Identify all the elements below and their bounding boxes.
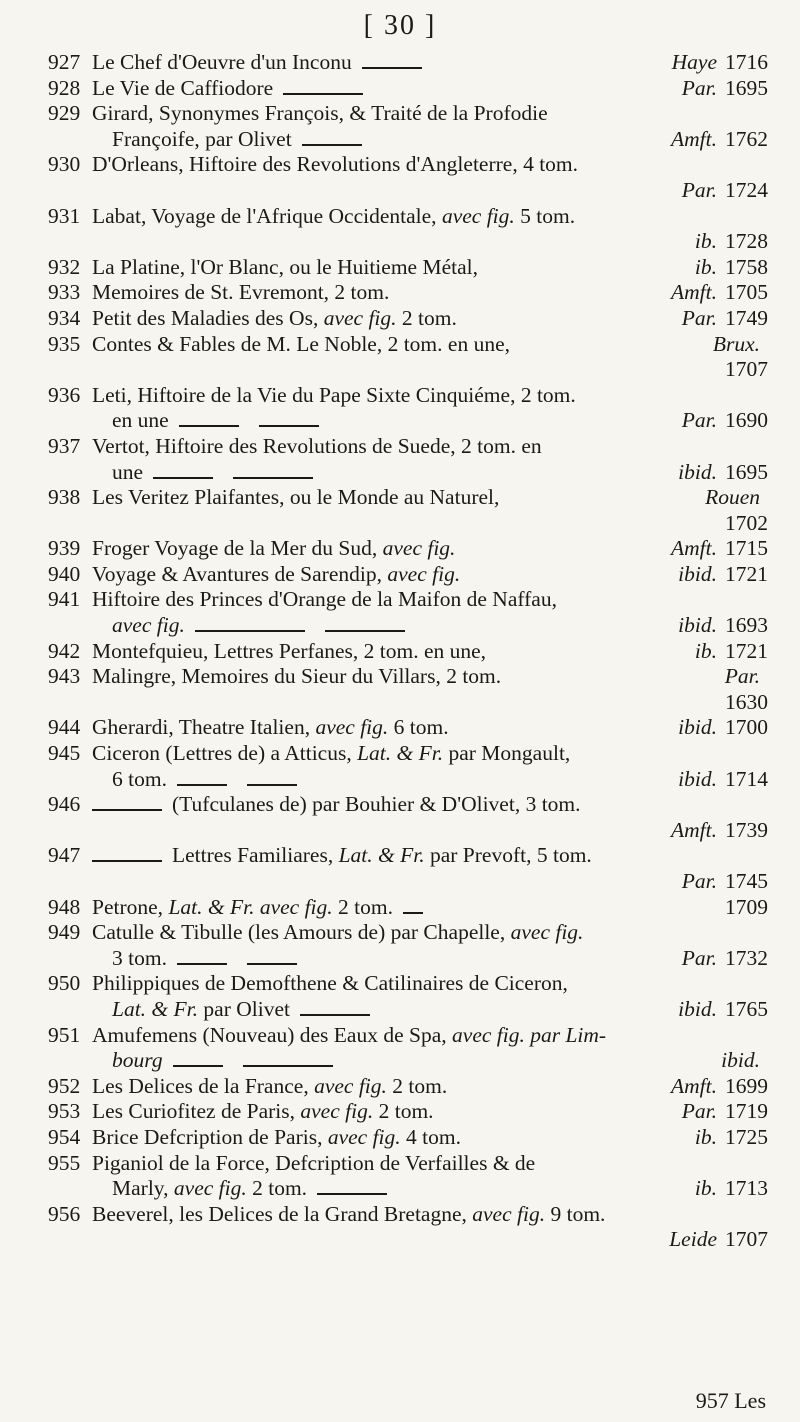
- title-text: Hiftoire des Princes d'Orange de la Maifon de Naffau,: [92, 587, 557, 612]
- ditto-rule: [92, 860, 162, 862]
- entry-line: [92, 178, 768, 204]
- entry-line: [92, 204, 768, 230]
- entry-title: [92, 152, 578, 178]
- entry-line: [92, 613, 768, 639]
- entry-title: [92, 101, 548, 127]
- entry-title: [112, 1176, 307, 1202]
- title-text: Contes & Fables de M. Le Noble, 2 tom. en une,: [92, 331, 510, 356]
- entry-line: [92, 460, 768, 486]
- imprint-place: ibid.: [678, 996, 717, 1021]
- title-italic: avec fig. par Lim-: [452, 1022, 607, 1047]
- entry-number: 930: [48, 152, 81, 177]
- entry-line: [92, 332, 768, 358]
- title-text-tail: par Olivet: [198, 996, 290, 1021]
- leader-rule: [247, 784, 297, 786]
- entry-line: [92, 715, 768, 741]
- entry-title: [92, 664, 501, 690]
- entry-number: 943: [48, 664, 81, 689]
- title-text-tail: 2 tom.: [373, 1099, 434, 1124]
- imprint-place: Par.: [681, 75, 717, 100]
- imprint-year: 1709: [725, 894, 768, 919]
- imprint-year: 1765: [725, 996, 768, 1021]
- imprint-place: Amft.: [671, 280, 717, 305]
- title-text: La Platine, l'Or Blanc, ou le Huitieme Métal,: [92, 254, 478, 279]
- title-italic: bourg: [112, 1048, 163, 1073]
- entry-title: [112, 460, 143, 486]
- entry-number: 950: [48, 971, 81, 996]
- leader-rule: [173, 1065, 223, 1067]
- catalogue-entry: [50, 895, 768, 921]
- catchword: 957 Les: [695, 1388, 766, 1413]
- title-text-tail: par Mongault,: [443, 741, 571, 766]
- entry-title: [172, 843, 592, 869]
- title-text: Voyage & Avantures de Sarendip,: [92, 561, 388, 586]
- imprint-place: Amft.: [671, 536, 717, 561]
- entry-line: [92, 485, 768, 511]
- catalogue-entry: [50, 152, 768, 203]
- entry-line: [92, 664, 768, 690]
- entry-line: [92, 920, 768, 946]
- entry-line: [92, 639, 768, 665]
- leader-rule: [247, 963, 297, 965]
- title-italic: avec fig.: [510, 920, 584, 945]
- entry-number: 944: [48, 715, 81, 740]
- entry-number: 931: [48, 203, 81, 228]
- leader-rule: [259, 425, 319, 427]
- imprint-year: 1745: [725, 869, 768, 893]
- catalogue-entry: [50, 971, 768, 1022]
- entry-line: [92, 843, 768, 869]
- title-italic: avec fig.: [387, 561, 461, 586]
- entry-line: [92, 511, 768, 537]
- imprint-place: ibid.: [721, 1048, 760, 1073]
- catalogue-entry: [50, 434, 768, 485]
- entry-number: 948: [48, 894, 81, 919]
- imprint-place: Amft.: [671, 126, 717, 151]
- title-text-tail: 5 tom.: [514, 203, 576, 228]
- leader-rule: [177, 784, 227, 786]
- entry-line: [92, 1048, 768, 1074]
- leader-rule: [362, 67, 422, 69]
- entry-title: [112, 767, 167, 793]
- imprint-place: Par.: [681, 408, 717, 433]
- imprint-year: 1716: [725, 50, 768, 74]
- entry-title: [92, 332, 510, 358]
- imprint-place: ibid.: [678, 613, 717, 638]
- title-text: 6 tom.: [112, 766, 167, 791]
- entry-line: [92, 50, 768, 76]
- entry-number: 941: [48, 587, 81, 612]
- title-italic: avec fig.: [315, 715, 389, 740]
- entry-line: [92, 127, 768, 153]
- entry-number: 953: [48, 1099, 81, 1124]
- entry-title: [92, 280, 389, 306]
- entry-line: [92, 767, 768, 793]
- title-text: Les Veritez Plaifantes, ou le Monde au Naturel,: [92, 485, 500, 510]
- entry-title: [92, 50, 352, 76]
- entry-number: 927: [48, 50, 81, 74]
- entry-line: [92, 1023, 768, 1049]
- entry-line: [92, 587, 768, 613]
- catalogue-entry: [50, 639, 768, 665]
- imprint-year: 1719: [725, 1099, 768, 1124]
- entry-line: [92, 152, 768, 178]
- catalogue-entry: [50, 255, 768, 281]
- imprint-place: Par.: [681, 1099, 717, 1124]
- title-italic: Lat. & Fr.: [338, 843, 425, 868]
- title-text: une: [112, 459, 144, 484]
- imprint-year: 1700: [725, 715, 768, 740]
- entry-number: 954: [48, 1124, 81, 1149]
- leader-rule: [195, 630, 305, 632]
- title-text: Philippiques de Demofthene & Catilinaires de Ciceron,: [92, 971, 568, 996]
- entry-title: [92, 741, 570, 767]
- catalogue-entry: [50, 741, 768, 792]
- entry-number: 955: [48, 1150, 81, 1175]
- entry-list: [50, 50, 768, 1253]
- imprint-year: 1724: [725, 177, 768, 202]
- entry-line: [92, 741, 768, 767]
- catalogue-entry: [50, 792, 768, 843]
- title-text: Marly,: [112, 1176, 174, 1201]
- catalogue-entry: [50, 1151, 768, 1202]
- imprint-year: 1695: [725, 75, 768, 100]
- imprint-place: Par.: [681, 869, 717, 893]
- imprint-place: ib.: [694, 229, 717, 254]
- title-italic: Lat. & Fr. avec fig.: [168, 894, 333, 919]
- imprint-year: 1732: [725, 945, 768, 970]
- leader-rule: [153, 477, 213, 479]
- entry-line: [92, 434, 768, 460]
- imprint-place: Par.: [681, 177, 717, 202]
- leader-rule: [300, 1014, 370, 1016]
- catalogue-entry: [50, 332, 768, 383]
- title-italic: avec fig.: [173, 1176, 247, 1201]
- imprint-year: 1762: [725, 126, 768, 151]
- imprint-year: 1715: [725, 536, 768, 561]
- imprint-year: 1713: [725, 1176, 768, 1201]
- entry-number: 928: [48, 75, 81, 100]
- entry-line: [92, 408, 768, 434]
- title-text: D'Orleans, Hiftoire des Revolutions d'Angleterre, 4 tom.: [92, 152, 579, 177]
- imprint-year: 1725: [725, 1124, 768, 1149]
- catalogue-entry: [50, 562, 768, 588]
- imprint-year: 1721: [725, 561, 768, 586]
- title-text: Brice Defcription de Paris,: [92, 1124, 328, 1149]
- title-text-tail: 2 tom.: [396, 305, 457, 330]
- title-text-tail: 2 tom.: [246, 1176, 308, 1201]
- entry-line: [92, 357, 768, 383]
- entry-title: [112, 408, 169, 434]
- catalogue-entry: [50, 920, 768, 971]
- entry-number: 940: [48, 561, 81, 586]
- entry-line: [92, 229, 768, 255]
- catalogue-entry: [50, 1023, 768, 1074]
- title-text: Les Delices de la France,: [92, 1073, 315, 1098]
- catalogue-entry: [50, 843, 768, 894]
- imprint-place: ib.: [694, 638, 717, 663]
- entry-title: [92, 971, 568, 997]
- entry-line: [92, 562, 768, 588]
- imprint-year: 1690: [725, 408, 768, 433]
- entry-number: 935: [48, 331, 81, 356]
- entry-title: [112, 613, 185, 639]
- entry-title: [112, 997, 290, 1023]
- imprint-place: Haye: [671, 50, 717, 74]
- page-number: [ 30 ]: [363, 10, 437, 41]
- entry-line: [92, 1227, 768, 1253]
- title-text-tail: par Prevoft, 5 tom.: [424, 843, 592, 868]
- entry-title: [92, 1151, 535, 1177]
- imprint-year: 1702: [725, 510, 768, 535]
- leader-rule: [283, 93, 363, 95]
- catalogue-entry: [50, 50, 768, 76]
- entry-title: [92, 587, 557, 613]
- entry-number: 933: [48, 280, 81, 305]
- imprint-year: 1705: [725, 280, 768, 305]
- title-italic: avec fig.: [382, 536, 456, 561]
- title-text: Piganiol de la Force, Defcription de Verfailles & de: [92, 1150, 536, 1175]
- title-italic: avec fig.: [327, 1124, 401, 1149]
- entry-line: [92, 101, 768, 127]
- imprint-place: Amft.: [671, 1073, 717, 1098]
- imprint-place: ibid.: [678, 715, 717, 740]
- title-italic: avec fig.: [112, 613, 185, 638]
- title-text: Vertot, Hiftoire des Revolutions de Suede, 2 tom. en: [92, 433, 542, 458]
- catalogue-entry: [50, 485, 768, 536]
- title-text-tail: 9 tom.: [545, 1201, 606, 1226]
- imprint-year: 1707: [725, 1227, 768, 1252]
- entry-number: 946: [48, 792, 81, 817]
- catalogue-entry: [50, 101, 768, 152]
- imprint-year: 1693: [725, 613, 768, 638]
- imprint-place: Par.: [681, 945, 717, 970]
- entry-title: [92, 1099, 434, 1125]
- entry-title: [92, 895, 393, 921]
- entry-line: [92, 76, 768, 102]
- entry-title: [112, 1048, 163, 1074]
- leader-rule: [325, 630, 405, 632]
- entry-title: [92, 306, 457, 332]
- leader-rule: [403, 912, 423, 914]
- entry-number: 952: [48, 1073, 81, 1098]
- entry-title: [172, 792, 581, 818]
- entry-title: [92, 920, 583, 946]
- title-text: Gherardi, Theatre Italien,: [92, 715, 316, 740]
- leader-rule: [233, 477, 313, 479]
- imprint-year: 1699: [725, 1073, 768, 1098]
- imprint-year: 1721: [725, 638, 768, 663]
- leader-rule: [243, 1065, 333, 1067]
- title-text: Petit des Maladies des Os,: [92, 305, 324, 330]
- title-text: Froger Voyage de la Mer du Sud,: [92, 536, 383, 561]
- catalogue-entry: [50, 383, 768, 434]
- title-text: Girard, Synonymes François, & Traité de la Profodie: [92, 101, 548, 126]
- imprint-place: ibid.: [678, 561, 717, 586]
- entry-line: [92, 306, 768, 332]
- catalogue-entry: [50, 536, 768, 562]
- entry-number: 942: [48, 638, 81, 663]
- entry-line: [92, 1151, 768, 1177]
- title-text: Petrone,: [92, 894, 169, 919]
- title-text: Amufemens (Nouveau) des Eaux de Spa,: [92, 1022, 453, 1047]
- entry-number: 938: [48, 485, 81, 510]
- entry-line: [92, 1202, 768, 1228]
- title-text: (Tufculanes de) par Bouhier & D'Olivet, 3 tom.: [172, 792, 581, 817]
- entry-number: 932: [48, 254, 81, 279]
- imprint-year: 1758: [725, 254, 768, 279]
- imprint-year: 1695: [725, 459, 768, 484]
- catalogue-entry: [50, 76, 768, 102]
- entry-number: 945: [48, 741, 81, 766]
- title-text-tail: 2 tom.: [386, 1073, 448, 1098]
- entry-title: [92, 383, 576, 409]
- title-text-tail: 2 tom.: [332, 894, 393, 919]
- title-italic: avec fig.: [300, 1099, 374, 1124]
- catalogue-entry: [50, 587, 768, 638]
- entry-title: [92, 76, 273, 102]
- entry-title: [92, 1125, 461, 1151]
- imprint-place: Rouen: [705, 485, 760, 510]
- leader-rule: [317, 1193, 387, 1195]
- imprint-place: Par.: [681, 305, 717, 330]
- entry-title: [92, 255, 478, 281]
- ditto-rule: [92, 809, 162, 811]
- entry-number: 949: [48, 920, 81, 945]
- entry-number: 947: [48, 843, 81, 868]
- catalogue-entry: [50, 664, 768, 715]
- imprint-year: 1739: [725, 817, 768, 842]
- title-text: Françoife, par Olivet: [112, 126, 292, 151]
- catalogue-entry: [50, 280, 768, 306]
- entry-line: [92, 690, 768, 716]
- title-text-tail: 4 tom.: [400, 1124, 461, 1149]
- title-text: Labat, Voyage de l'Afrique Occidentale,: [92, 203, 442, 228]
- title-text: 3 tom.: [112, 945, 167, 970]
- imprint-year: 1728: [725, 229, 768, 254]
- entry-number: 934: [48, 305, 81, 330]
- title-text: en une: [112, 408, 169, 433]
- entry-line: [92, 895, 768, 921]
- leader-rule: [302, 144, 362, 146]
- title-italic: avec fig.: [472, 1201, 546, 1226]
- entry-title: [92, 485, 499, 511]
- title-text: Les Curiofitez de Paris,: [92, 1099, 301, 1124]
- entry-line: [92, 1074, 768, 1100]
- catalogue-entry: [50, 1202, 768, 1253]
- entry-title: [92, 1023, 606, 1049]
- entry-number: 956: [48, 1201, 81, 1226]
- imprint-year: 1630: [725, 689, 768, 714]
- title-text: Malingre, Memoires du Sieur du Villars, 2 tom.: [92, 664, 502, 689]
- entry-number: 929: [48, 101, 81, 126]
- catalogue-entry: [50, 1099, 768, 1125]
- title-italic: Lat. & Fr.: [357, 741, 444, 766]
- catalogue-entry: [50, 306, 768, 332]
- entry-title: [92, 1202, 605, 1228]
- entry-title: [92, 715, 449, 741]
- title-text: Le Vie de Caffiodore: [92, 75, 274, 100]
- title-italic: Lat. & Fr.: [112, 996, 199, 1021]
- entry-title: [92, 536, 455, 562]
- entry-line: [92, 869, 768, 895]
- imprint-place: ib.: [694, 254, 717, 279]
- entry-line: [92, 818, 768, 844]
- leader-rule: [179, 425, 239, 427]
- entry-title: [112, 946, 167, 972]
- imprint-place: ib.: [694, 1176, 717, 1201]
- title-italic: avec fig.: [441, 203, 515, 228]
- title-text: Memoires de St. Evremont, 2 tom.: [92, 280, 390, 305]
- entry-line: [92, 255, 768, 281]
- title-text: Le Chef d'Oeuvre d'un Inconu: [92, 50, 352, 74]
- catalogue-entry: [50, 715, 768, 741]
- entry-line: [92, 1125, 768, 1151]
- imprint-year: 1707: [725, 357, 768, 382]
- title-text: Beeverel, les Delices de la Grand Bretagne,: [92, 1201, 473, 1226]
- leader-rule: [177, 963, 227, 965]
- entry-line: [92, 792, 768, 818]
- entry-line: [92, 536, 768, 562]
- entry-line: [92, 1176, 768, 1202]
- entry-line: [92, 997, 768, 1023]
- title-italic: avec fig.: [314, 1073, 387, 1098]
- imprint-place: Leide: [669, 1227, 717, 1252]
- entry-number: 937: [48, 433, 81, 458]
- title-text: Catulle & Tibulle (les Amours de) par Chapelle,: [92, 920, 511, 945]
- entry-line: [92, 1099, 768, 1125]
- entry-line: [92, 946, 768, 972]
- entry-number: 936: [48, 382, 81, 407]
- title-text: Ciceron (Lettres de) a Atticus,: [92, 741, 358, 766]
- imprint-year: 1714: [725, 766, 768, 791]
- imprint-place: ib.: [694, 1124, 717, 1149]
- entry-line: [92, 383, 768, 409]
- catalogue-entry: [50, 1074, 768, 1100]
- imprint-place: Par.: [724, 664, 760, 689]
- title-text: Lettres Familiares,: [172, 843, 339, 868]
- title-italic: avec fig.: [323, 305, 397, 330]
- catalogue-entry: [50, 204, 768, 255]
- entry-title: [92, 434, 542, 460]
- entry-line: [92, 971, 768, 997]
- entry-number: 951: [48, 1022, 81, 1047]
- catalogue-entry: [50, 1125, 768, 1151]
- imprint-place: Brux.: [712, 331, 760, 356]
- title-text: Leti, Hiftoire de la Vie du Pape Sixte Cinquiéme, 2 tom.: [92, 382, 576, 407]
- entry-line: [92, 280, 768, 306]
- entry-title: [92, 639, 486, 665]
- imprint-place: ibid.: [678, 766, 717, 791]
- title-text: Montefquieu, Lettres Perfanes, 2 tom. en une,: [92, 638, 487, 663]
- imprint-year: 1749: [725, 305, 768, 330]
- entry-title: [112, 127, 292, 153]
- entry-number: 939: [48, 536, 81, 561]
- entry-title: [92, 562, 460, 588]
- imprint-place: Amft.: [671, 817, 717, 842]
- imprint-place: ibid.: [678, 459, 717, 484]
- entry-title: [92, 1074, 447, 1100]
- entry-title: [92, 204, 575, 230]
- title-text-tail: 6 tom.: [388, 715, 449, 740]
